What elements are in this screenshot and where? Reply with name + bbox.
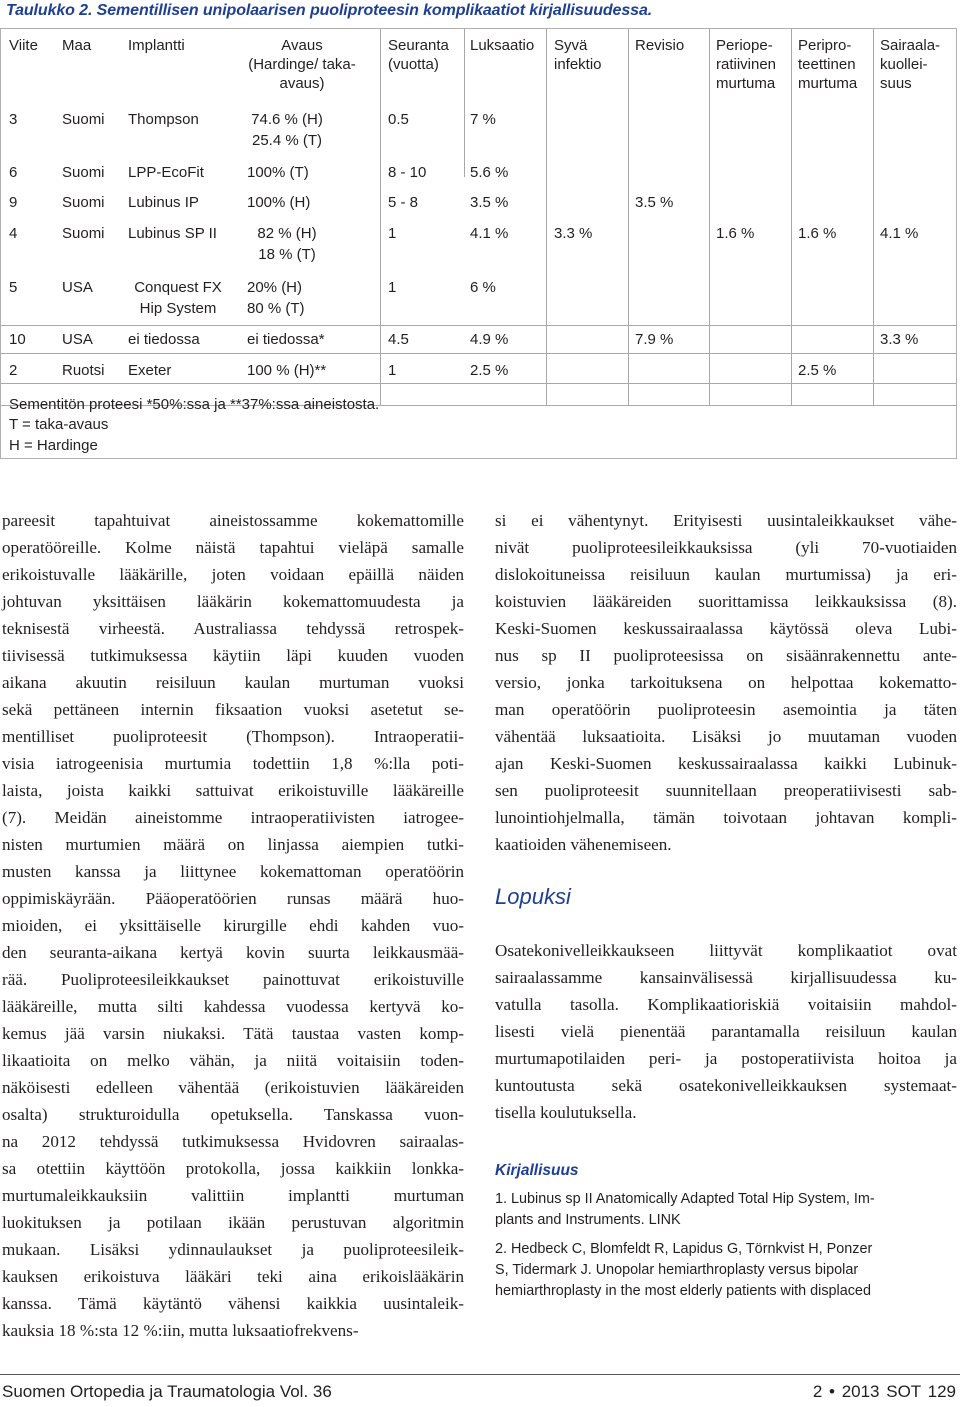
text-line: kauksen erikoistuva lääkäri teki aina erikoislääkärin — [2, 1267, 464, 1286]
table-cell-revisio: 2.5 % — [798, 362, 837, 379]
text-line: murtumaleikkauksiin valittiin implantti murtuman — [2, 1186, 464, 1205]
header-seuranta: Seuranta (vuotta) — [388, 37, 449, 73]
text-line: lisesti vielä pienentää parantamalla reisiluun kaulan — [495, 1022, 957, 1041]
table-gridline — [546, 29, 547, 405]
text-line: kuntoutusta sekä osatekonivelleikkauksen systemaat- — [495, 1076, 957, 1095]
table-cell-luksaatio: 4.1 % — [470, 225, 509, 242]
header-maa: Maa — [62, 37, 92, 54]
table-cell-seuranta: 5 - 8 — [388, 194, 419, 211]
footer-issue: 2 • 2013 — [812, 1382, 880, 1401]
text-line: luokituksen ja potilaan ikään perustuvan algoritmin — [2, 1213, 464, 1232]
footer-journal: Suomen Ortopedia ja Traumatologia Vol. 36 — [2, 1382, 332, 1401]
text-line: näköisesti edelleen vähentää (erikoistuvien lääkäreiden — [2, 1078, 464, 1097]
reference-item: 1. Lubinus sp II Anatomically Adapted Total Hip System, Im- plants and Instruments. LINK — [495, 1191, 875, 1228]
table-footnote: T = taka-avaus — [9, 416, 109, 433]
table-cell-viite: 3 — [9, 111, 18, 128]
header-viite: Viite — [9, 37, 38, 54]
table-gridline — [464, 29, 465, 177]
text-line: mioiden, ei yksittäiselle kirurgille ehdi kahden vuo- — [2, 916, 464, 935]
text-line: nus sp II puoliproteesissa on sisäänrakennettu ante- — [495, 646, 957, 665]
table-cell-luksaatio: 5.6 % — [470, 164, 509, 181]
text-line: osalta) strukturoidulla opetuksella. Tanskassa vuon- — [2, 1105, 464, 1124]
table-cell-implantti: Lubinus SP II — [128, 225, 217, 242]
text-line: kemus jää varsin niukaksi. Tätä taustaa vasten komp- — [2, 1024, 464, 1043]
table-cell-seuranta: 1 — [388, 362, 397, 379]
table-cell-maa: USA — [62, 279, 93, 296]
table-cell-luksaatio: 4.9 % — [470, 331, 509, 348]
text-line: Osatekonivelleikkaukseen liittyvät komplikaatiot ovat — [495, 941, 957, 960]
text-line: visia iatrogeenisia murtumia todettiin 1,8 %:lla poti- — [2, 754, 464, 773]
table-cell-maa: Ruotsi — [62, 362, 105, 379]
header-luksaatio: Luksaatio — [470, 37, 535, 54]
header-implantti: Implantti — [128, 37, 185, 54]
table-cell-viite: 5 — [9, 279, 18, 296]
table-cell-maa: Suomi — [62, 164, 105, 181]
text-line: versio, jonka tarkoituksena on helpottaa kokematto- — [495, 673, 957, 692]
text-line: operatööreille. Kolme näistä tapahtui vieläpä samalle — [2, 538, 464, 557]
table-cell-viite: 10 — [9, 331, 26, 348]
references-heading: Kirjallisuus — [495, 1162, 579, 1179]
table-cell-seuranta: 4.5 — [388, 331, 409, 348]
table-cell-viite: 9 — [9, 194, 18, 211]
text-line: mukaan. Lisäksi ydinnaulaukset ja puoliproteesileik- — [2, 1240, 464, 1259]
table-gridline — [1, 353, 956, 354]
table-cell-implantti: Exeter — [128, 362, 172, 379]
table-footnote: H = Hardinge — [9, 437, 98, 454]
footer-issue-page — [813, 1382, 956, 1402]
table-gridline — [873, 29, 874, 405]
table-cell-avaus: 82 % (H) 18 % (T) — [257, 225, 317, 263]
text-line: kaatioiden vähenemiseen. — [495, 835, 672, 854]
text-line: nivät puoliproteesileikkauksissa (yli 70-vuotiaiden — [495, 538, 957, 557]
table-cell-avaus: 20% (H) 80 % (T) — [247, 279, 305, 317]
table-cell-implantti: ei tiedossa — [128, 331, 200, 348]
table-cell-periproteettinen: 1.6 % — [798, 225, 837, 242]
table-cell-viite: 4 — [9, 225, 18, 242]
text-line: den seuranta-aikana kertyä kovin suurta leikkausmää- — [2, 943, 464, 962]
table-cell-seuranta: 1 — [388, 225, 397, 242]
text-line: musten kanssa ja liittynee kokemattoman operatöörin — [2, 862, 464, 881]
text-line: si ei vähentynyt. Erityisesti uusintaleikkaukset vähe- — [495, 511, 957, 530]
table-cell-avaus: 100% (T) — [247, 164, 309, 181]
text-line: sen puoliproteesit suunnitellaan preoperatiivisesti sab- — [495, 781, 957, 800]
text-line: tiivisessä tutkimuksessa käytiin läpi kuuden vuoden — [2, 646, 464, 665]
text-line: sa otettiin käyttöön protokolla, jossa kaikkiin lonkka- — [2, 1159, 464, 1178]
body-text-left-column — [2, 507, 464, 1344]
text-line: na 2012 tehdyssä tutkimuksessa Hvidovren sairaalas- — [2, 1132, 464, 1151]
table-cell-sairaalakuolleisuus: 3.3 % — [880, 331, 919, 348]
table-gridline — [1, 325, 956, 326]
table-cell-maa: Suomi — [62, 225, 105, 242]
text-line: koistuvien lääkäreiden suorittamissa leikkauksissa (8). — [495, 592, 957, 611]
text-line: lääkäreille, mutta silti kahdessa vuodessa kertyvä ko- — [2, 997, 464, 1016]
text-line: laista, joista kaikki sattuivat erikoistuville lääkäreille — [2, 781, 464, 800]
table-cell-implantti: Thompson — [128, 111, 199, 128]
table-cell-perioperatiivinen: 1.6 % — [716, 225, 755, 242]
header-perioperatiivinen: Periope- ratiivinen murtuma — [716, 37, 777, 92]
text-line: murtumapotilaiden peri- ja postoperatiivista hoitoa ja — [495, 1049, 957, 1068]
table-gridline — [380, 29, 381, 405]
reference-item: 2. Hedbeck C, Blomfeldt R, Lapidus G, Törnkvist H, Ponzer S, Tidermark J. Unopolar hemiarthroplasty versus bipolar hemiarthroplasty in the most elderly patients with displaced — [495, 1241, 873, 1299]
table-cell-implantti: Conquest FX Hip System — [134, 279, 222, 317]
table-footnote: Sementitön proteesi *50%:ssa ja **37%:ssa aineistosta. — [9, 396, 380, 413]
text-line: mentilliset puoliproteesit (Thompson). Intraoperatii- — [2, 727, 464, 746]
table-cell-implantti: LPP-EcoFit — [128, 164, 204, 181]
text-line: nisten murtumien määrä on linjassa aiempien tutki- — [2, 835, 464, 854]
text-line: kauksia 18 %:sta 12 %:iin, mutta luksaatiofrekvens- — [2, 1321, 359, 1340]
table-gridline — [709, 29, 710, 405]
header-avaus: Avaus (Hardinge/ taka- avaus) — [248, 37, 356, 92]
text-line: lunointiohjelmalla, tämän toivotaan johtavan kompli- — [495, 808, 957, 827]
lopuksi-paragraph — [495, 937, 957, 1126]
table-caption: Taulukko 2. Sementillisen unipolaarisen puoliproteesin komplikaatiot kirjallisuudessa. — [6, 2, 653, 19]
text-line: erikoistuvalle lääkärille, joten voidaan epäillä näiden — [2, 565, 464, 584]
text-line: dislokoituneissa reisiluun kaulan murtumissa) ja eri- — [495, 565, 957, 584]
table-cell-avaus: ei tiedossa* — [247, 331, 325, 348]
table-cell-seuranta: 8 - 10 — [388, 164, 427, 181]
table-cell-viite: 6 — [9, 164, 18, 181]
table-cell-sairaalakuolleisuus: 4.1 % — [880, 225, 919, 242]
table-cell-maa: Suomi — [62, 111, 105, 128]
header-periproteettinen: Peripro- teettinen murtuma — [798, 37, 858, 92]
table-cell-avaus: 74.6 % (H) 25.4 % (T) — [251, 111, 323, 149]
body-text-right-column — [495, 507, 957, 858]
table-cell-luksaatio: 2.5 % — [470, 362, 509, 379]
text-line: vatulla tasolla. Komplikaatioriskiä voitaisiin mahdol- — [495, 995, 957, 1014]
table-cell-luksaatio: 6 % — [470, 279, 496, 296]
table-cell-implantti: Lubinus IP — [128, 194, 199, 211]
table-cell-luksaatio: 3.5 % — [470, 194, 509, 211]
text-line: (7). Meidän aineistomme intraoperatiivisten iatrogee- — [2, 808, 464, 827]
table-cell-revisio: 7.9 % — [635, 331, 674, 348]
table-cell-syva-infektio: 3.3 % — [554, 225, 593, 242]
footer-divider — [0, 1374, 960, 1375]
text-line: sairaalassamme kansainvälisessä kirjallisuudessa ku- — [495, 968, 957, 987]
page-number: 129 — [927, 1382, 956, 1401]
table-cell-maa: Suomi — [62, 194, 105, 211]
text-line: teknisestä virheestä. Australiassa tehdyssä retrospek- — [2, 619, 464, 638]
complications-table — [0, 28, 957, 459]
header-revisio: Revisio — [635, 37, 685, 54]
text-line: man operatöörin puoliproteesin asemointia ja täten — [495, 700, 957, 719]
text-line: rää. Puoliproteesileikkaukset painottuvat erikoistuville — [2, 970, 464, 989]
table-cell-maa: USA — [62, 331, 93, 348]
header-sairaalakuolleisuus: Sairaala- kuollei- suus — [880, 37, 941, 92]
table-cell-seuranta: 0.5 — [388, 111, 409, 128]
text-line: pareesit tapahtuivat aineistossamme kokemattomille — [2, 511, 464, 530]
table-cell-viite: 2 — [9, 362, 18, 379]
table-cell-avaus: 100 % (H)** — [247, 362, 327, 379]
text-line: aikana akuutin reisiluun kaulan murtuman vuoksi — [2, 673, 464, 692]
table-cell-revisio: 3.5 % — [635, 194, 674, 211]
text-line: johtuvan yksittäisen lääkärin kokemattomuudesta ja — [2, 592, 464, 611]
text-line: sekä pettäneen internin fiksaation vuoksi asetetut se- — [2, 700, 464, 719]
text-line: likaatioita on melko vähän, ja niitä voitaisiin toden- — [2, 1051, 464, 1070]
footer-abbr: SOT — [886, 1382, 921, 1401]
text-line: tisella koulutuksella. — [495, 1103, 637, 1122]
text-line: vähentää luksaatioita. Lisäksi jo muutaman vuoden — [495, 727, 957, 746]
text-line: oppimiskäyrään. Pääoperatöörien runsas määrä huo- — [2, 889, 464, 908]
header-syva-infektio: Syvä infektio — [554, 37, 602, 73]
text-line: ajan Keski-Suomen keskussairaalassa kaikki Lubinuk- — [495, 754, 957, 773]
table-gridline — [1, 383, 956, 384]
text-line: kanssa. Tämä käytäntö vähensi kaikkia uusintaleik- — [2, 1294, 464, 1313]
table-gridline — [628, 29, 629, 405]
table-cell-avaus: 100% (H) — [247, 194, 311, 211]
table-cell-seuranta: 1 — [388, 279, 397, 296]
text-line: Keski-Suomen keskussairaalassa käytössä oleva Lubi- — [495, 619, 957, 638]
table-gridline — [791, 29, 792, 405]
section-heading-lopuksi: Lopuksi — [495, 884, 571, 909]
table-cell-luksaatio: 7 % — [470, 111, 496, 128]
